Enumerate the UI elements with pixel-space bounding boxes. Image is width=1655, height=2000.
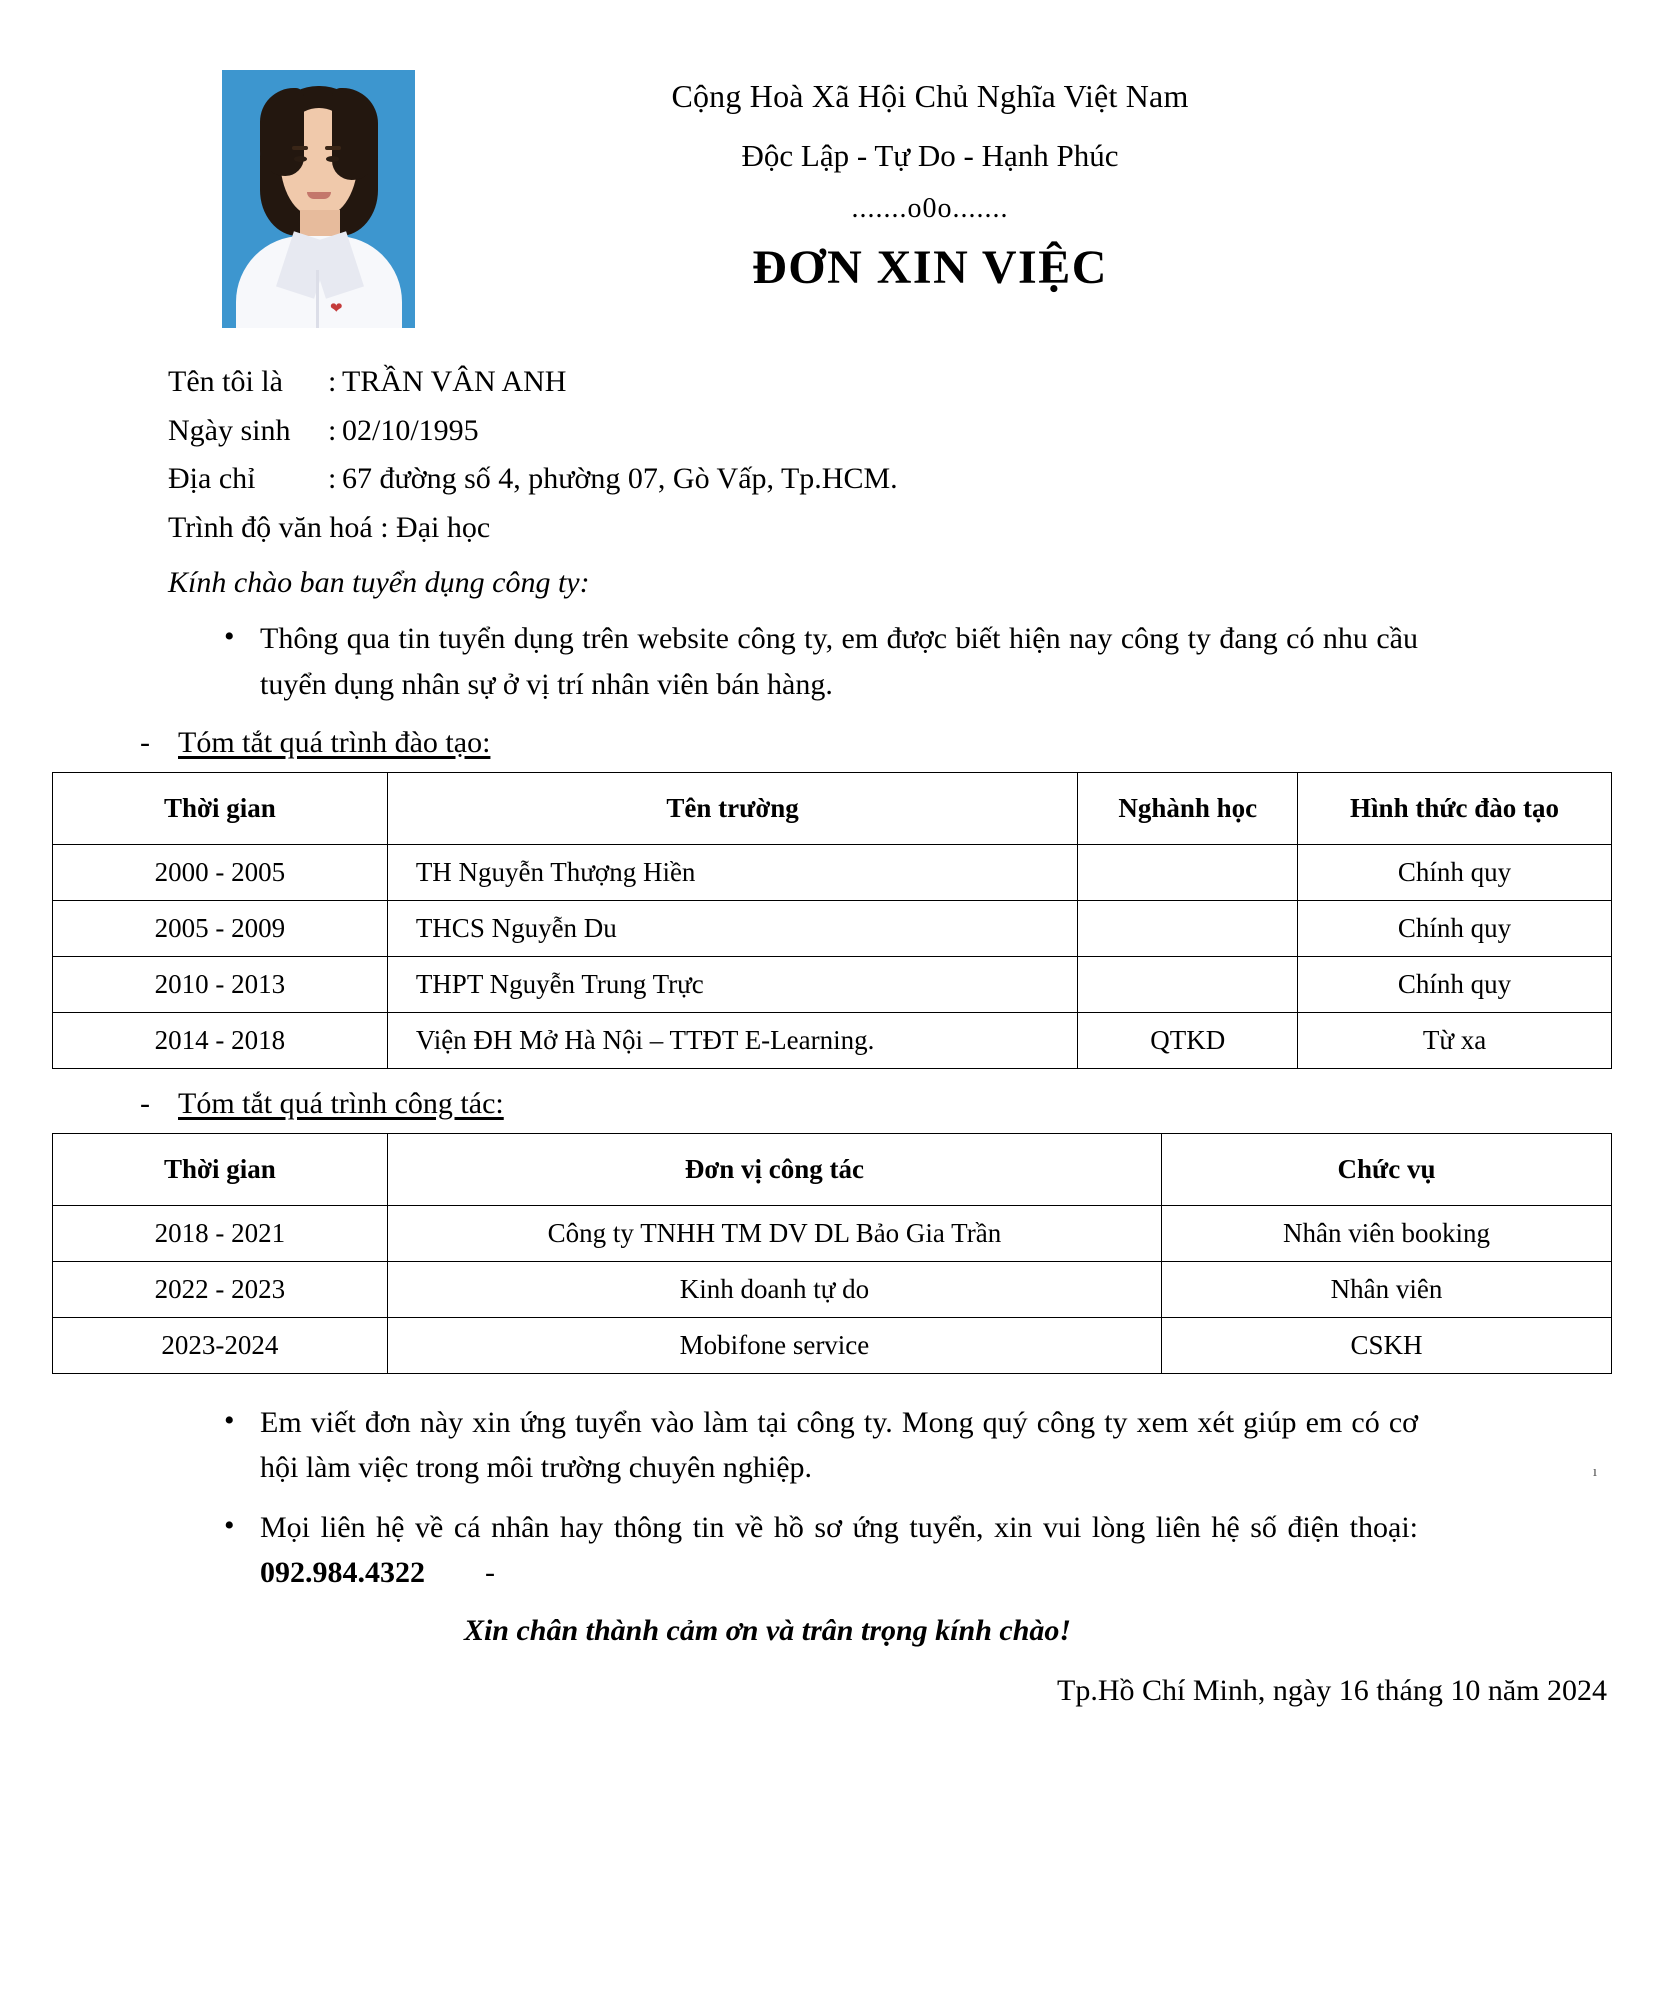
work-heading: Tóm tắt quá trình công tác: xyxy=(178,1086,504,1120)
info-value-name: TRẦN VÂN ANH xyxy=(342,365,567,398)
document-header xyxy=(0,0,1655,330)
portrait-shirt-placket xyxy=(316,270,319,328)
education-cell-major xyxy=(1078,900,1298,956)
phone-trailing-dash: - xyxy=(485,1556,495,1590)
motto-line: Độc Lập - Tự Do - Hạnh Phúc xyxy=(741,137,1119,173)
info-sep-name: : xyxy=(328,365,337,398)
work-table xyxy=(52,1133,1612,1374)
greeting-line: Kính chào ban tuyển dụng công ty: xyxy=(168,566,590,600)
info-row-dob xyxy=(168,407,1655,456)
applicant-photo xyxy=(222,70,415,328)
education-cell-major: QTKD xyxy=(1078,1012,1298,1068)
education-table-header-row xyxy=(53,772,1612,844)
education-dash: - xyxy=(140,725,150,759)
education-cell-major xyxy=(1078,844,1298,900)
closing-bullet-apply: • Em viết đơn này xin ứng tuyển vào làm tại công ty. Mong quý công ty xem xét giúp em có cơ hội làm việc trong môi trường chuyên nghiệp. xyxy=(218,1400,1418,1491)
education-cell-school: TH Nguyễn Thượng Hiền xyxy=(387,844,1078,900)
work-cell-unit: Kinh doanh tự do xyxy=(387,1261,1161,1317)
info-value-education-level: Trình độ văn hoá : Đại học xyxy=(168,510,491,544)
work-cell-position: CSKH xyxy=(1162,1317,1612,1373)
thanks-line: Xin chân thành cảm ơn và trân trọng kính chào! xyxy=(463,1613,1072,1647)
info-row-name xyxy=(168,358,1655,407)
portrait-brow-left xyxy=(292,146,308,150)
nation-line: Cộng Hoà Xã Hội Chủ Nghĩa Việt Nam xyxy=(671,78,1189,114)
table-row xyxy=(53,844,1612,900)
education-table xyxy=(52,772,1612,1069)
table-row xyxy=(53,1261,1612,1317)
closing-bullet-contact xyxy=(218,1505,1418,1596)
work-col-position: Chức vụ xyxy=(1162,1133,1612,1205)
table-row xyxy=(53,956,1612,1012)
info-value-address: 67 đường số 4, phường 07, Gò Vấp, Tp.HCM. xyxy=(342,462,898,496)
ornament-line: .......o0o....... xyxy=(851,192,1009,224)
date-line: Tp.Hồ Chí Minh, ngày 16 tháng 10 năm 2024 xyxy=(1057,1673,1607,1707)
portrait-hair-right xyxy=(332,88,378,180)
education-cell-mode: Chính quy xyxy=(1298,956,1612,1012)
work-col-unit: Đơn vị công tác xyxy=(387,1133,1161,1205)
work-cell-time: 2022 - 2023 xyxy=(53,1261,388,1317)
table-row xyxy=(53,900,1612,956)
education-cell-school: THCS Nguyễn Du xyxy=(387,900,1078,956)
portrait-eye-right xyxy=(326,156,339,162)
education-cell-school: THPT Nguyễn Trung Trực xyxy=(387,956,1078,1012)
education-col-major: Nghành học xyxy=(1078,772,1298,844)
education-cell-mode: Chính quy xyxy=(1298,900,1612,956)
intro-bullet: • Thông qua tin tuyển dụng trên website công ty, em được biết hiện nay công ty đang có nhu cầu tuyển dụng nhân sự ở vị trí nhân viên bán hàng. xyxy=(218,616,1418,707)
portrait-mouth xyxy=(307,192,331,199)
work-cell-position: Nhân viên booking xyxy=(1162,1205,1612,1261)
education-cell-time: 2005 - 2009 xyxy=(53,900,388,956)
portrait-brow-right xyxy=(325,146,341,150)
info-value-dob: 02/10/1995 xyxy=(342,413,479,447)
info-sep-address: : xyxy=(328,462,337,496)
info-sep-dob: : xyxy=(328,413,337,447)
work-col-time: Thời gian xyxy=(53,1133,388,1205)
work-table-header-row xyxy=(53,1133,1612,1205)
education-cell-school: Viện ĐH Mở Hà Nội – TTĐT E-Learning. xyxy=(387,1012,1078,1068)
education-cell-mode: Chính quy xyxy=(1298,844,1612,900)
education-col-mode: Hình thức đào tạo xyxy=(1298,772,1612,844)
work-cell-time: 2023-2024 xyxy=(53,1317,388,1373)
portrait-hair-left xyxy=(260,88,304,176)
phone-number: 092.984.4322 xyxy=(260,1556,425,1590)
education-heading-row xyxy=(140,726,1655,760)
page-title: ĐƠN XIN VIỆC xyxy=(752,241,1108,294)
education-cell-time: 2010 - 2013 xyxy=(53,956,388,1012)
info-label-name: Tên tôi là xyxy=(168,365,283,398)
work-dash: - xyxy=(140,1086,150,1120)
education-cell-mode: Từ xa xyxy=(1298,1012,1612,1068)
portrait-shirt-logo: ❤ xyxy=(330,301,343,317)
national-header xyxy=(430,72,1430,230)
closing-bullets-block xyxy=(218,1400,1418,1596)
work-cell-time: 2018 - 2021 xyxy=(53,1205,388,1261)
work-cell-unit: Công ty TNHH TM DV DL Bảo Gia Trần xyxy=(387,1205,1161,1261)
personal-info-block xyxy=(168,358,1655,552)
table-row xyxy=(53,1012,1612,1068)
info-row-address xyxy=(168,455,1655,504)
table-row xyxy=(53,1317,1612,1373)
info-row-education-level xyxy=(168,504,1655,553)
education-heading: Tóm tắt quá trình đào tạo: xyxy=(178,725,491,759)
stray-mark: ı xyxy=(1592,1464,1597,1480)
education-cell-time: 2000 - 2005 xyxy=(53,844,388,900)
info-label-address: Địa chỉ xyxy=(168,462,256,496)
intro-bullet-block xyxy=(218,616,1418,707)
education-cell-time: 2014 - 2018 xyxy=(53,1012,388,1068)
contact-text: Mọi liên hệ về cá nhân hay thông tin về hồ sơ ứng tuyển, xin vui lòng liên hệ số điện thoại: xyxy=(260,1510,1418,1544)
education-col-time: Thời gian xyxy=(53,772,388,844)
work-heading-row xyxy=(140,1087,1655,1121)
portrait-eye-left xyxy=(294,156,307,162)
education-cell-major xyxy=(1078,956,1298,1012)
info-label-dob: Ngày sinh xyxy=(168,413,291,447)
work-cell-position: Nhân viên xyxy=(1162,1261,1612,1317)
table-row xyxy=(53,1205,1612,1261)
work-cell-unit: Mobifone service xyxy=(387,1317,1161,1373)
education-col-school: Tên trường xyxy=(387,772,1078,844)
